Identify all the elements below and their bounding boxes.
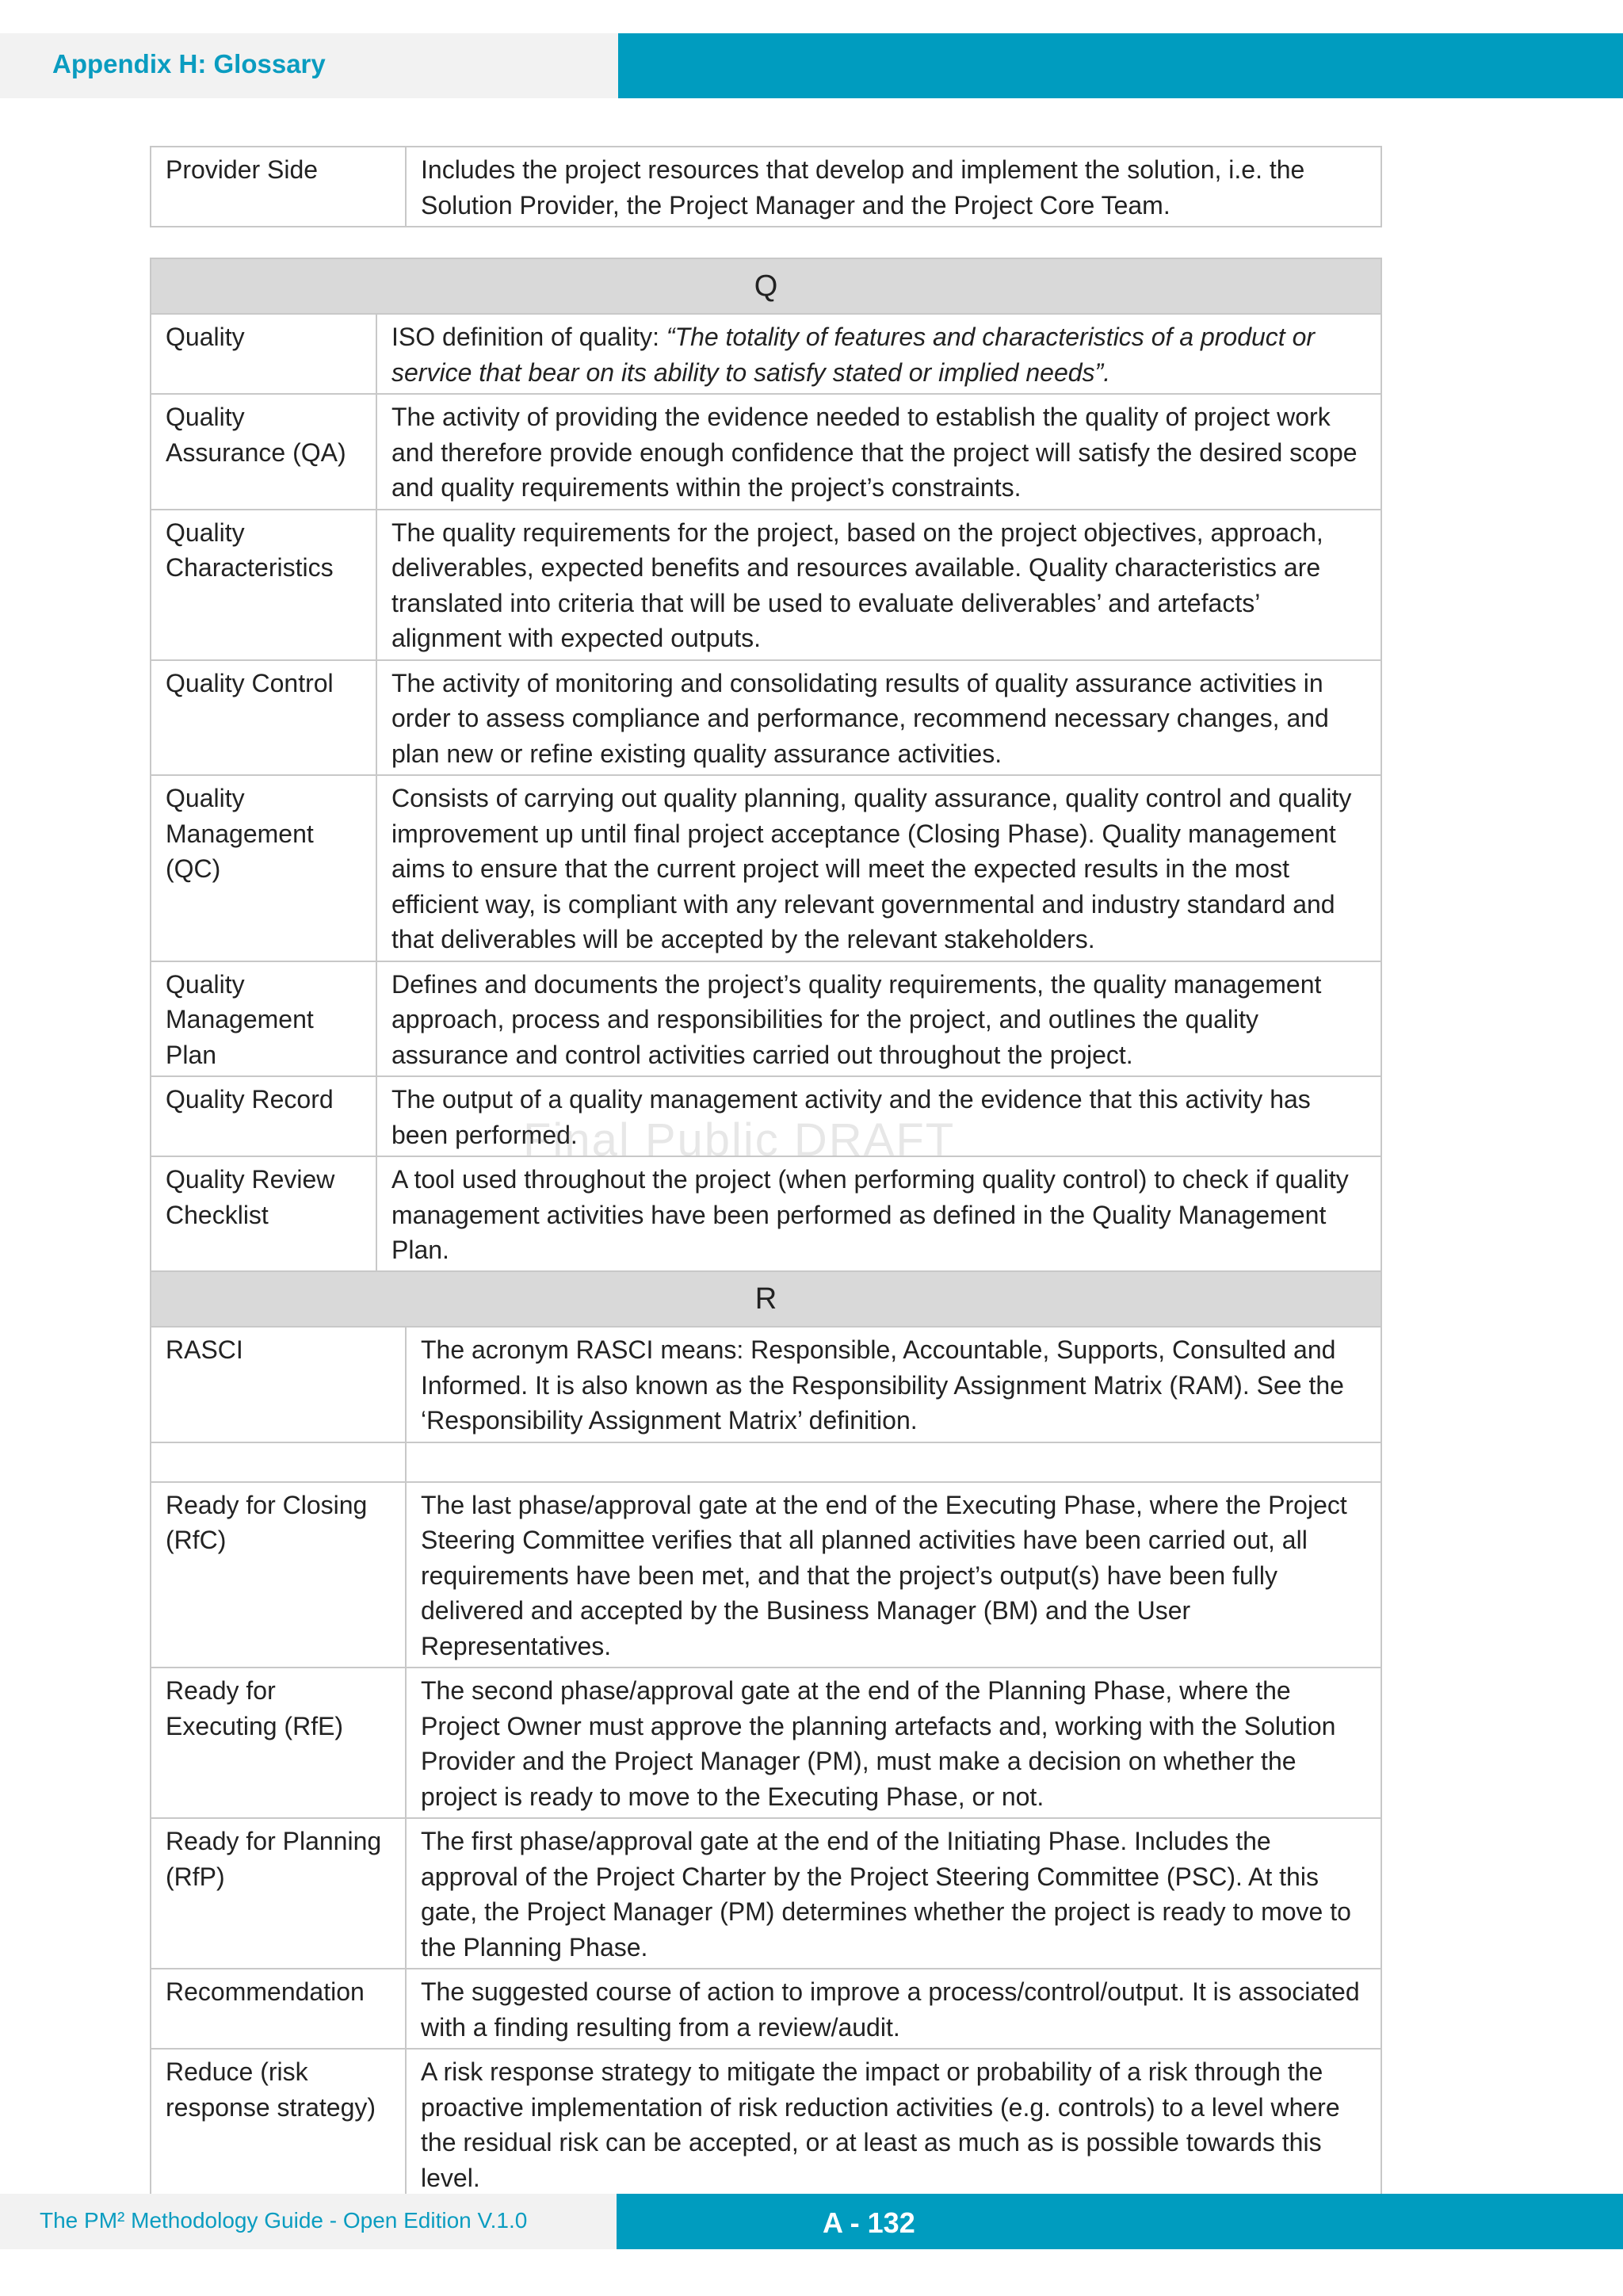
term-cell: Reduce (risk response strategy) [151, 2049, 406, 2199]
definition-cell: Defines and documents the project’s quality requirements, the quality management approach, process and responsibilities for the project, and outlines the quality assurance and control activities carried out throughout the project. [376, 961, 1381, 1077]
header-accent-bar [618, 33, 1623, 98]
term-cell: Ready for Executing (RfE) [151, 1668, 406, 1818]
term-cell: Quality Record [151, 1076, 376, 1156]
table-row [151, 1327, 1381, 1442]
table-row [151, 1156, 1381, 1272]
term-cell: Ready for Planning (RfP) [151, 1818, 406, 1969]
table-row [151, 147, 1381, 227]
page-number: A - 132 [823, 2206, 915, 2239]
section-letter-r: R [151, 1271, 1381, 1327]
footer-title-bar [0, 2194, 617, 2249]
glossary-table-p [150, 146, 1382, 227]
definition-cell [376, 314, 1381, 394]
table-row [151, 314, 1381, 394]
table-row [151, 1818, 1381, 1969]
table-row [151, 510, 1381, 660]
table-row [151, 775, 1381, 961]
definition-cell: A risk response strategy to mitigate the impact or probability of a risk through the proactive implementation of risk reduction activities (e.g. controls) to a level where the residual risk can be accepted, or at least as much as is possible towards this level. [406, 2049, 1381, 2199]
table-row [151, 1969, 1381, 2049]
term-cell: Quality Assurance (QA) [151, 394, 376, 510]
glossary-table-q [150, 258, 1382, 1273]
table-row [151, 394, 1381, 510]
table-row [151, 1668, 1381, 1818]
table-row-empty [151, 1442, 1381, 1482]
table-row [151, 660, 1381, 776]
glossary-table-r [150, 1270, 1382, 2200]
table-row [151, 1482, 1381, 1668]
definition-cell: Includes the project resources that develop and implement the solution, i.e. the Solution Provider, the Project Manager and the Project Core Team. [406, 147, 1381, 227]
draft-watermark: Final Public DRAFT [523, 1114, 956, 1166]
term-cell: Quality Review Checklist [151, 1156, 376, 1272]
table-row [151, 1076, 1381, 1156]
section-letter-q: Q [151, 258, 1381, 314]
term-cell: Quality Characteristics [151, 510, 376, 660]
term-cell: Recommendation [151, 1969, 406, 2049]
term-cell: Quality Control [151, 660, 376, 776]
footer-guide-title: The PM² Methodology Guide - Open Edition V.1.0 [40, 2208, 528, 2233]
definition-cell: The last phase/approval gate at the end of the Executing Phase, where the Project Steering Committee verifies that all planned activities have been carried out, all requirements have been met, and that the project’s output(s) have been fully delivered and accepted by the Business Manager (BM) and the User Representatives. [406, 1482, 1381, 1668]
definition-cell: The suggested course of action to improve a process/control/output. It is associated with a finding resulting from a review/audit. [406, 1969, 1381, 2049]
definition-cell [406, 1442, 1381, 1482]
iso-quote: “The totality of features and characteristics of a product or service that bear on its ability to satisfy stated or implied needs”. [391, 323, 1316, 387]
table-row [151, 961, 1381, 1077]
term-cell: Quality Management (QC) [151, 775, 376, 961]
definition-cell: The first phase/approval gate at the end of the Initiating Phase. Includes the approval of the Project Charter by the Project Steering Committee (PSC). At this gate, the Project Manager (PM) determines whether the project is ready to move to the Planning Phase. [406, 1818, 1381, 1969]
definition-cell: The acronym RASCI means: Responsible, Accountable, Supports, Consulted and Informed. It is also known as the Responsibility Assignment Matrix (RAM). See the ‘Responsibility Assignment Matrix’ definition. [406, 1327, 1381, 1442]
header-title-bar [0, 33, 618, 98]
term-cell: RASCI [151, 1327, 406, 1442]
definition-cell: Consists of carrying out quality planning, quality assurance, quality control and quality improvement up until final project acceptance (Closing Phase). Quality management aims to ensure that the current project will meet the expected results in the most efficient way, is compliant with any relevant governmental and industry standard and that deliverables will be accepted by the relevant stakeholders. [376, 775, 1381, 961]
definition-cell: The second phase/approval gate at the end of the Planning Phase, where the Project Owner must approve the planning artefacts and, working with the Solution Provider and the Project Manager (PM), must make a decision on whether the project is ready to move to the Executing Phase, or not. [406, 1668, 1381, 1818]
term-cell: Quality [151, 314, 376, 394]
term-cell [151, 1442, 406, 1482]
header-title: Appendix H: Glossary [52, 49, 326, 78]
iso-prefix: ISO definition of quality: [391, 323, 666, 351]
definition-cell: A tool used throughout the project (when performing quality control) to check if quality management activities have been performed as defined in the Quality Management Plan. [376, 1156, 1381, 1272]
footer-page-bar [617, 2194, 1623, 2249]
definition-cell: The output of a quality management activity and the evidence that this activity has been performed. [376, 1076, 1381, 1156]
definition-cell: The activity of providing the evidence needed to establish the quality of project work and therefore provide enough confidence that the project will satisfy the desired scope and quality requirements within the project’s constraints. [376, 394, 1381, 510]
table-row [151, 2049, 1381, 2199]
term-cell: Quality Management Plan [151, 961, 376, 1077]
definition-cell: The activity of monitoring and consolidating results of quality assurance activities in order to assess compliance and performance, recommend necessary changes, and plan new or refine existing quality assurance activities. [376, 660, 1381, 776]
term-cell: Provider Side [151, 147, 406, 227]
definition-cell: The quality requirements for the project, based on the project objectives, approach, deliverables, expected benefits and resources available. Quality characteristics are translated into criteria that will be used to evaluate deliverables’ and artefacts’ alignment with expected outputs. [376, 510, 1381, 660]
term-cell: Ready for Closing (RfC) [151, 1482, 406, 1668]
